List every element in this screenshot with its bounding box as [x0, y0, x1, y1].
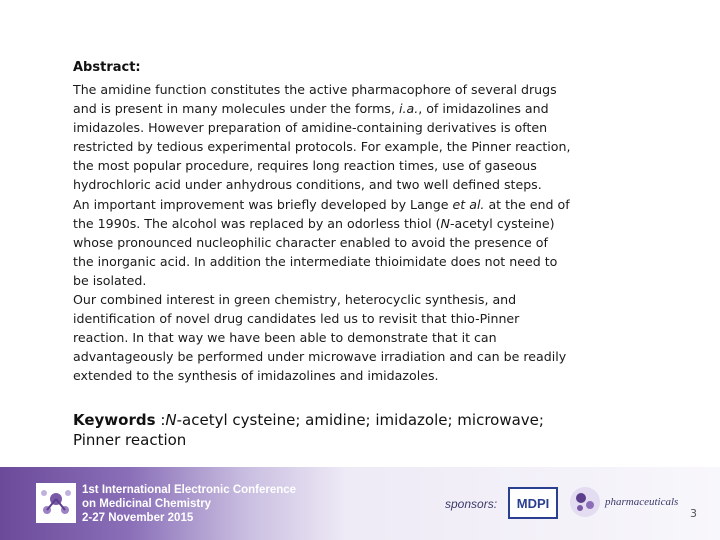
page-number: 3: [690, 507, 697, 520]
abstract-heading: Abstract:: [73, 60, 141, 75]
conference-title: 1st International Electronic Conference on Medicinal Chemistry 2-27 November 2015: [82, 484, 297, 524]
mdpi-logo-mark: [508, 487, 558, 519]
abstract-line: identification of novel drug candidates led us to revisit that thio-Pinner: [73, 311, 520, 327]
conference-logo: [36, 483, 76, 523]
abstract-line: whose pronounced nucleophilic character enabled to avoid the presence of: [73, 234, 548, 250]
capsule-icon: [568, 485, 602, 519]
abstract-body: [73, 80, 603, 386]
abstract-line: be isolated.: [73, 272, 147, 288]
abstract-line: An important improvement was briefly developed by Lange et al. at the end of: [73, 196, 570, 212]
pharmaceuticals-text: pharmaceuticals: [605, 496, 679, 508]
abstract-line: the inorganic acid. In addition the intermediate thioimidate does not need to: [73, 253, 558, 269]
abstract-line: the 1990s. The alcohol was replaced by an odorless thiol (N-acetyl cysteine): [73, 215, 555, 231]
sponsors-label: sponsors:: [445, 497, 498, 511]
abstract-line: imidazoles. However preparation of amidine-containing derivatives is often: [73, 120, 548, 136]
abstract-line: and is present in many molecules under the forms, i.a., of imidazolines and: [73, 101, 549, 117]
abstract-line: hydrochloric acid under anhydrous conditions, and two well defined steps.: [73, 177, 542, 193]
abstract-line: extended to the synthesis of imidazolines and imidazoles.: [73, 368, 439, 384]
abstract-line: reaction. In that way we have been able to demonstrate that it can: [73, 330, 497, 346]
pharmaceuticals-logo: [568, 485, 602, 519]
abstract-line: restricted by tedious experimental protocols. For example, the Pinner reaction,: [73, 139, 571, 155]
mdpi-logo-text: MDPI: [516, 496, 550, 511]
molecule-icon: [36, 483, 76, 523]
keywords-label: Keywords: [73, 411, 156, 429]
keywords-text: -acetyl cysteine; amidine; imidazole; microwave; Pinner reaction: [73, 411, 544, 449]
abstract-line: The amidine function constitutes the active pharmacophore of several drugs: [73, 82, 557, 97]
keywords: Keywords :N-acetyl cysteine; amidine; imidazole; microwave; Pinner reaction: [73, 411, 544, 449]
conference-footer: [0, 467, 720, 540]
abstract-line: advantageously be performed under microwave irradiation and can be readily: [73, 349, 567, 365]
mdpi-logo: [508, 487, 558, 519]
abstract-line: Our combined interest in green chemistry, heterocyclic synthesis, and: [73, 292, 517, 308]
abstract-line: the most popular procedure, requires long reaction times, use of gaseous: [73, 158, 537, 174]
